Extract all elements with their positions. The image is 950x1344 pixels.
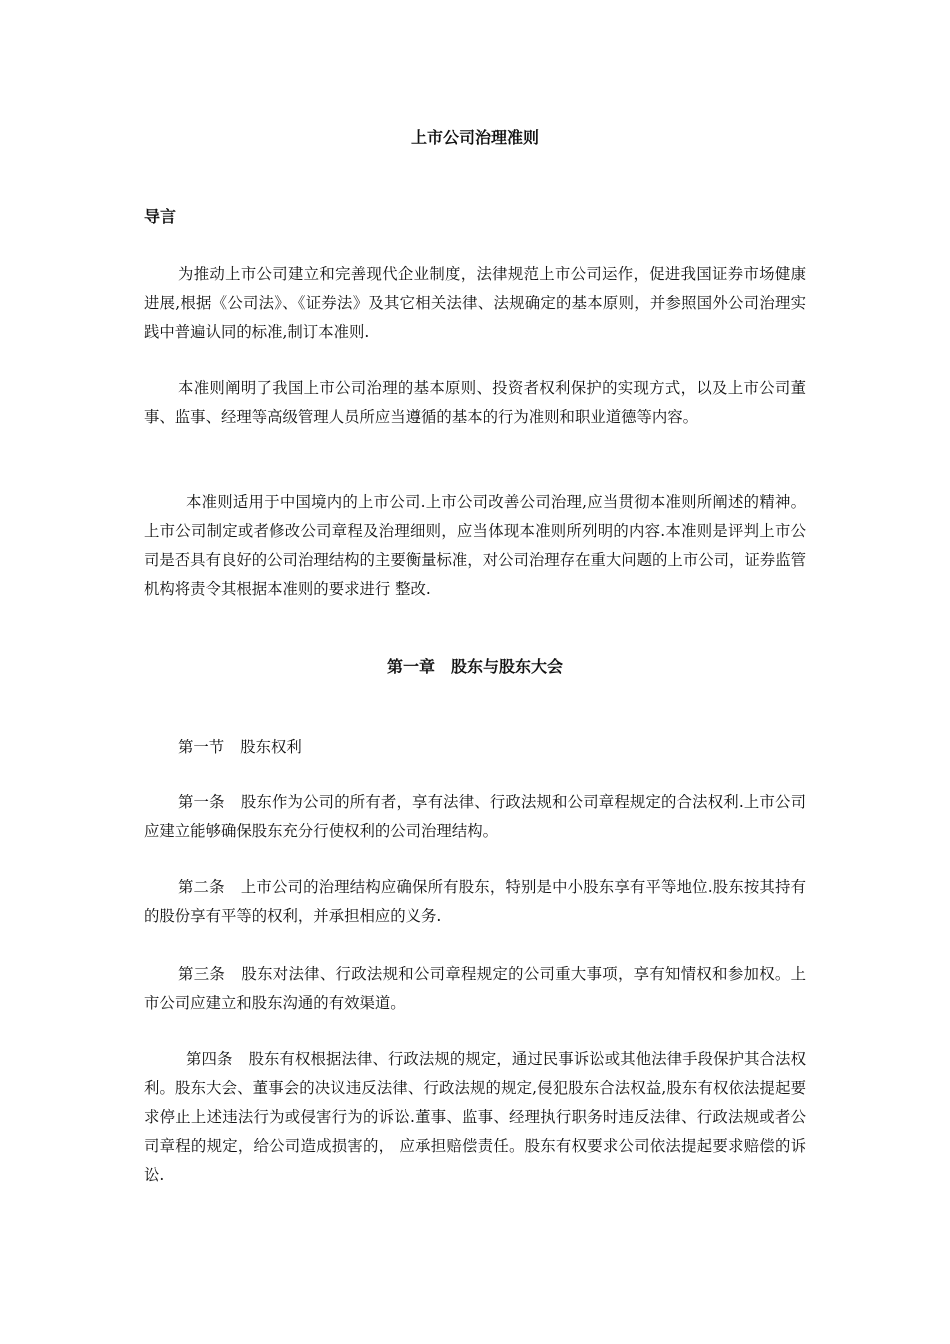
section-name: 股东权利 — [240, 738, 302, 756]
intro-paragraph: 为推动上市公司建立和完善现代企业制度，法律规范上市公司运作，促进我国证券市场健康进展,根据《公司法》、《证券法》及其它相关法律、法规确定的基本原则，并参照国外公司治理实践中普遍认同的标准,制订本准则. — [144, 265, 806, 341]
section-number: 第一节 — [178, 738, 225, 756]
article-paragraph — [144, 873, 806, 931]
intro-paragraph: 本准则适用于中国境内的上市公司.上市公司改善公司治理,应当贯彻本准则所阐述的精神。上市公司制定或者修改公司章程及治理细则，应当体现本准则所列明的内容.本准则是评判上市公司是否具有良好的公司治理结构的主要衡量标准，对公司治理存在重大问题的上市公司，证券监管机构将责令其根据本准则的要求进行 整改. — [144, 493, 806, 598]
intro-heading: 导言 — [144, 207, 177, 226]
article-text: 股东有权根据法律、行政法规的规定，通过民事诉讼或其他法律手段保护其合法权利。股东大会、董事会的决议违反法律、行政法规的规定,侵犯股东合法权益,股东有权依法提起要求停止上述违法行为或侵害行为的诉讼.董事、监事、经理执行职务时违反法律、行政法规或者公司章程的规定，给公司造成损害的， 应承担赔偿责任。股东有权要求公司依法提起要求赔偿的诉讼. — [144, 1050, 806, 1184]
article-number: 第一条 — [178, 793, 225, 811]
article-paragraph — [144, 960, 806, 1018]
chapter-name: 股东与股东大会 — [451, 657, 564, 676]
article-text: 股东作为公司的所有者，享有法律、行政法规和公司章程规定的合法权利.上市公司应建立能够确保股东充分行使权利的公司治理结构。 — [144, 793, 806, 840]
chapter-heading — [0, 655, 950, 679]
article-paragraph — [144, 788, 806, 846]
document-title: 上市公司治理准则 — [410, 128, 539, 147]
section-heading — [178, 735, 302, 759]
article-number: 第四条 — [186, 1050, 233, 1068]
chapter-number: 第一章 — [386, 657, 435, 676]
intro-paragraph: 本准则阐明了我国上市公司治理的基本原则、投资者权利保护的实现方式，以及上市公司董事、监事、经理等高级管理人员所应当遵循的基本的行为准则和职业道德等内容。 — [144, 379, 806, 426]
article-paragraph — [144, 1045, 806, 1190]
article-text: 上市公司的治理结构应确保所有股东，特别是中小股东享有平等地位.股东按其持有的股份享有平等的权利，并承担相应的义务. — [144, 878, 806, 925]
article-number: 第二条 — [178, 878, 225, 896]
article-number: 第三条 — [178, 965, 226, 983]
article-text: 股东对法律、行政法规和公司章程规定的公司重大事项，享有知情权和参加权。上市公司应建立和股东沟通的有效渠道。 — [144, 965, 806, 1012]
